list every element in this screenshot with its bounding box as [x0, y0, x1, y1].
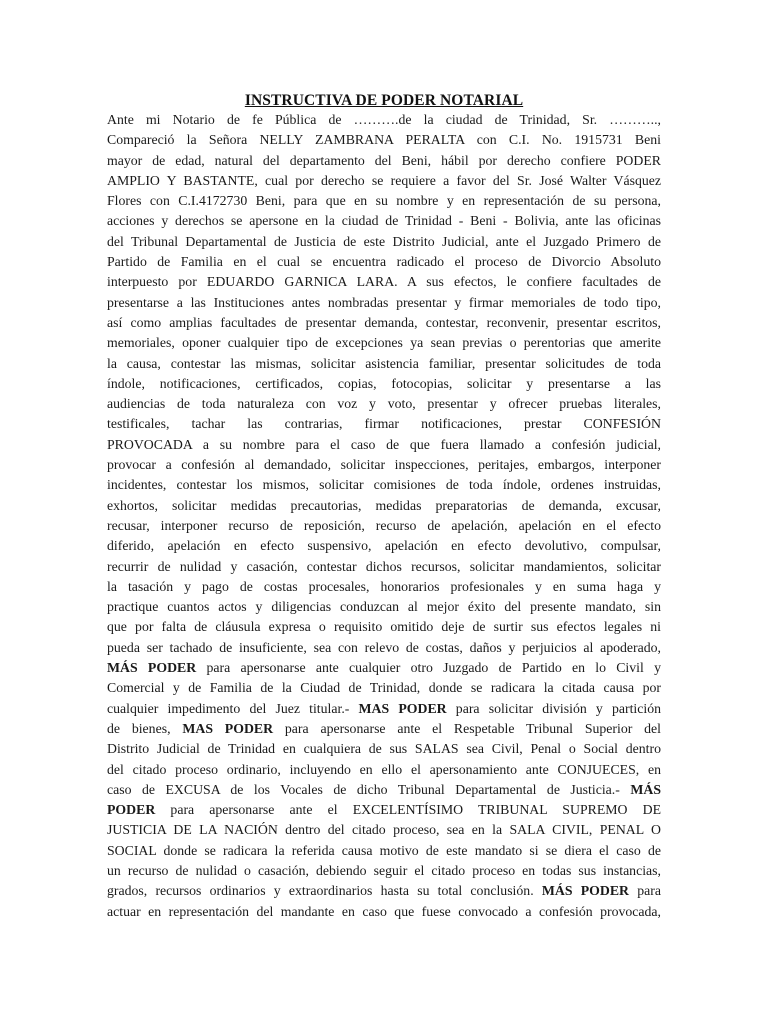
text-segment: presentarse a las Instituciones antes nombradas presentar y firmar memoriales de todo tipo,: [107, 294, 661, 310]
body-line: [107, 841, 661, 861]
body-line: [107, 414, 661, 434]
body-line: [107, 577, 661, 597]
body-line: [107, 678, 661, 698]
text-segment: cualquier impedimento del Juez titular.-: [107, 700, 359, 716]
document-body: [107, 110, 661, 922]
document-title: INSTRUCTIVA DE PODER NOTARIAL: [244, 92, 524, 109]
body-line: [107, 313, 661, 333]
body-line: [107, 760, 661, 780]
body-line: [107, 171, 661, 191]
text-segment: para solicitar división y partición: [446, 700, 662, 716]
text-segment: mayor de edad, natural del departamento del Beni, hábil por derecho confiere PODER: [107, 152, 661, 168]
text-segment: AMPLIO Y BASTANTE, cual por derecho se requiere a favor del Sr. José Walter Vásquez: [107, 172, 661, 188]
text-segment: JUSTICIA DE LA NACIÓN dentro del citado proceso, sea en la SALA CIVIL, PENAL O: [107, 822, 661, 838]
body-line: [107, 130, 661, 150]
text-segment: interpuesto por EDUARDO GARNICA LARA. A sus efectos, le confiere facultades de: [107, 274, 661, 290]
text-segment: para: [629, 883, 661, 899]
body-line: [107, 110, 661, 130]
body-line: [107, 455, 661, 475]
body-line: [107, 252, 661, 272]
text-segment: un recurso de nulidad o casación, debiendo seguir el citado proceso en todas sus instancias,: [107, 862, 661, 878]
text-segment: para apersonarse ante cualquier otro Juzgado de Partido en lo Civil y: [196, 660, 661, 676]
bold-phrase: PODER: [107, 802, 156, 818]
body-line: [107, 272, 661, 292]
bold-phrase: MÁS PODER: [107, 660, 197, 676]
body-line: [107, 354, 661, 374]
body-line: [107, 333, 661, 353]
body-line: [107, 597, 661, 617]
text-segment: para apersonarse ante el Respetable Tribunal Superior del: [273, 720, 661, 736]
bold-phrase: MAS PODER: [358, 700, 447, 716]
body-line: [107, 699, 661, 719]
body-line: [107, 293, 661, 313]
body-line: [107, 800, 661, 820]
text-segment: índole, notificaciones, certificados, copias, fotocopias, solicitar y presentarse a las: [107, 375, 661, 391]
body-line: [107, 780, 661, 800]
text-segment: del Tribunal Departamental de Justicia de este Distrito Judicial, ante el Juzgado Primero de: [107, 233, 661, 249]
body-line: [107, 191, 661, 211]
bold-phrase: MÁS PODER: [541, 883, 630, 899]
body-line: [107, 638, 661, 658]
text-segment: actuar en representación del mandante en caso que fuese convocado a confesión provocada,: [107, 903, 661, 919]
body-line: [107, 394, 661, 414]
body-line: [107, 617, 661, 637]
text-segment: memoriales, oponer cualquier tipo de excepciones ya sean previas o perentorias que amerite: [107, 335, 661, 351]
text-segment: Flores con C.I.4172730 Beni, para que en su nombre y en representación de su persona,: [107, 193, 661, 209]
body-line: [107, 861, 661, 881]
text-segment: Ante mi Notario de fe Pública de ……….de la ciudad de Trinidad, Sr. ………..,: [107, 112, 661, 127]
text-segment: audiencias de toda naturaleza con voz y voto, presentar y ofrecer pruebas literales,: [107, 396, 661, 412]
body-line: [107, 658, 661, 678]
text-segment: recusar, interponer recurso de reposición, recurso de apelación, apelación en el efecto: [107, 517, 661, 533]
body-line: [107, 902, 661, 922]
body-line: [107, 374, 661, 394]
text-segment: practique cuantos actos y diligencias conduzcan al mejor éxito del presente mandato, sin: [107, 599, 661, 615]
text-segment: la tasación y pago de costas procesales, honorarios profesionales y en suma haga y: [107, 578, 661, 594]
text-segment: así como amplias facultades de presentar demanda, contestar, reconvenir, presentar escritos,: [107, 314, 661, 330]
body-line: [107, 496, 661, 516]
text-segment: para apersonarse ante el EXCELENTÍSIMO TRIBUNAL SUPREMO DE: [155, 802, 661, 818]
body-line: [107, 516, 661, 536]
text-segment: provocar a confesión al demandado, solicitar inspecciones, peritajes, embargos, interponer: [107, 457, 661, 473]
text-segment: grados, recursos ordinarios y extraordinarios hasta su total conclusión.: [107, 883, 542, 899]
text-segment: del citado proceso ordinario, incluyendo en ello el apersonamiento ante CONJUECES, en: [107, 761, 661, 777]
body-line: [107, 719, 661, 739]
text-segment: exhortos, solicitar medidas precautorias, medidas preparatorias de demanda, excusar,: [107, 497, 661, 513]
bold-phrase: MÁS: [630, 781, 661, 797]
text-segment: Comercial y de Familia de la Ciudad de Trinidad, donde se radicara la citada causa por: [107, 680, 661, 696]
text-segment: Partido de Familia en el cual se encuentra radicado el proceso de Divorcio Absoluto: [107, 254, 661, 270]
text-segment: de bienes,: [107, 720, 183, 736]
text-segment: PROVOCADA a su nombre para el caso de que fuera llamado a confesión judicial,: [107, 436, 661, 452]
text-segment: Distrito Judicial de Trinidad en cualquiera de sus SALAS sea Civil, Penal o Social dentro: [107, 741, 661, 757]
text-segment: testificales, tachar las contrarias, firmar notificaciones, prestar CONFESIÓN: [107, 416, 661, 432]
text-segment: caso de EXCUSA de los Vocales de dicho Tribunal Departamental de Justicia.-: [107, 781, 631, 797]
text-segment: recurrir de nulidad y casación, contestar dichos recursos, solicitar mandamientos, solicitar: [107, 558, 661, 574]
body-line: [107, 211, 661, 231]
body-line: [107, 536, 661, 556]
text-segment: Compareció la Señora NELLY ZAMBRANA PERALTA con C.I. No. 1915731 Beni: [107, 132, 661, 148]
body-line: [107, 475, 661, 495]
text-segment: la causa, contestar las mismas, solicitar asistencia familiar, presentar solicitudes de toda: [107, 355, 661, 371]
body-line: [107, 435, 661, 455]
bold-phrase: MAS PODER: [182, 720, 274, 736]
text-segment: acciones y derechos se apersone en la ciudad de Trinidad - Beni - Bolivia, ante las oficinas: [107, 213, 661, 229]
text-segment: SOCIAL donde se radicara la referida causa motivo de este mandato si se diera el caso de: [107, 842, 661, 858]
body-line: [107, 820, 661, 840]
text-segment: incidentes, contestar los mismos, solicitar comisiones de toda índole, ordenes instruidas,: [107, 477, 661, 493]
body-line: [107, 739, 661, 759]
body-line: [107, 151, 661, 171]
body-line: [107, 881, 661, 901]
text-segment: diferido, apelación en efecto suspensivo, apelación en efecto devolutivo, compulsar,: [107, 538, 661, 554]
text-segment: que por falta de cláusula expresa o requisito omitido deje de surtir sus efectos legales ni: [107, 619, 661, 635]
text-segment: pueda ser tachado de insuficiente, sea con relevo de costas, daños y perjuicios al apoderado,: [107, 639, 661, 655]
body-line: [107, 557, 661, 577]
body-line: [107, 232, 661, 252]
